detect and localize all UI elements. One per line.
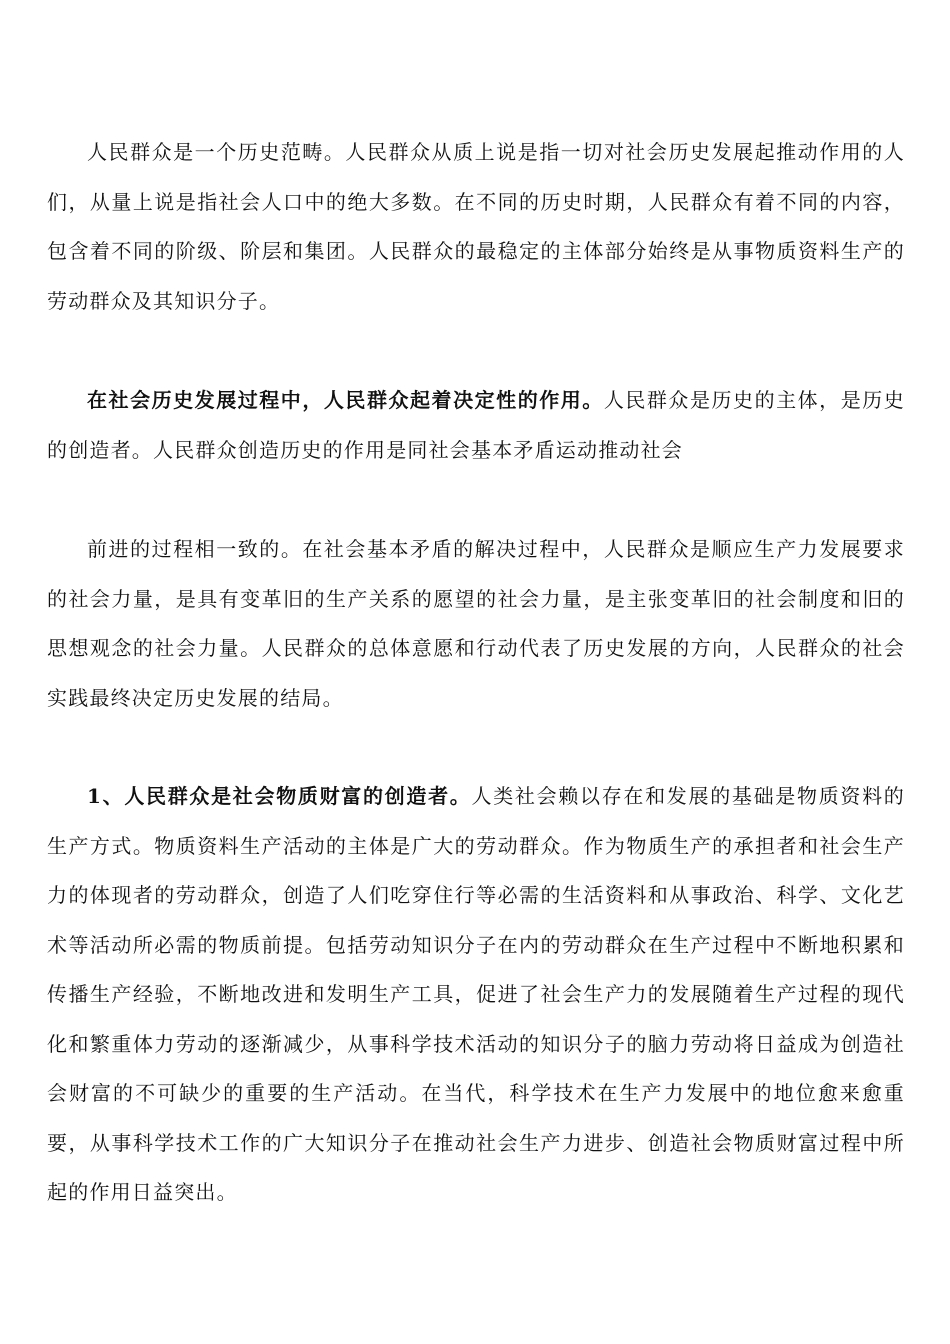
paragraph-text: 人民群众是一个历史范畴。人民群众从质上说是指一切对社会历史发展起推动作用的人们，从量上说是指社会人口中的绝大多数。在不同的历史时期，人民群众有着不同的内容，包含着不同的阶级、阶层和集团。人民群众的最稳定的主体部分始终是从事物质资料生产的劳动群众及其知识分子。 [47,140,905,313]
paragraph-bold-heading: 在社会历史发展过程中，人民群众起着决定性的作用。 [87,388,604,412]
paragraph-text: 前进的过程相一致的。在社会基本矛盾的解决过程中，人民群众是顺应生产力发展要求的社会力量，是具有变革旧的生产关系的愿望的社会力量，是主张变革旧的社会制度和旧的思想观念的社会力量。人民群众的总体意愿和行动代表了历史发展的方向，人民群众的社会实践最终决定历史发展的结局。 [47,537,905,710]
paragraph-bold-heading: 1、人民群众是社会物质财富的创造者。 [87,784,472,808]
paragraph-material-wealth [47,772,905,1218]
paragraph-text: 人民群众是历史的主体，是历史的创造者。人民群众创造历史的作用是同社会基本矛盾运动推动社会 [47,388,905,462]
paragraph-people-masses-definition [47,128,905,326]
paragraph-text: 人类社会赖以存在和发展的基础是物质资料的生产方式。物质资料生产活动的主体是广大的劳动群众。作为物质生产的承担者和社会生产力的体现者的劳动群众，创造了人们吃穿住行等必需的生活资料和从事政治、科学、文化艺术等活动所必需的物质前提。包括劳动知识分子在内的劳动群众在生产过程中不断地积累和传播生产经验，不断地改进和发明生产工具，促进了社会生产力的发展随着生产过程的现代化和繁重体力劳动的逐渐减少，从事科学技术活动的知识分子的脑力劳动将日益成为创造社会财富的不可缺少的重要的生产活动。在当代，科学技术在生产力发展中的地位愈来愈重要，从事科学技术工作的广大知识分子在推动社会生产力进步、创造社会物质财富过程中所起的作用日益突出。 [47,784,905,1204]
paragraph-decisive-role [47,376,905,475]
paragraph-social-progress [47,525,905,723]
